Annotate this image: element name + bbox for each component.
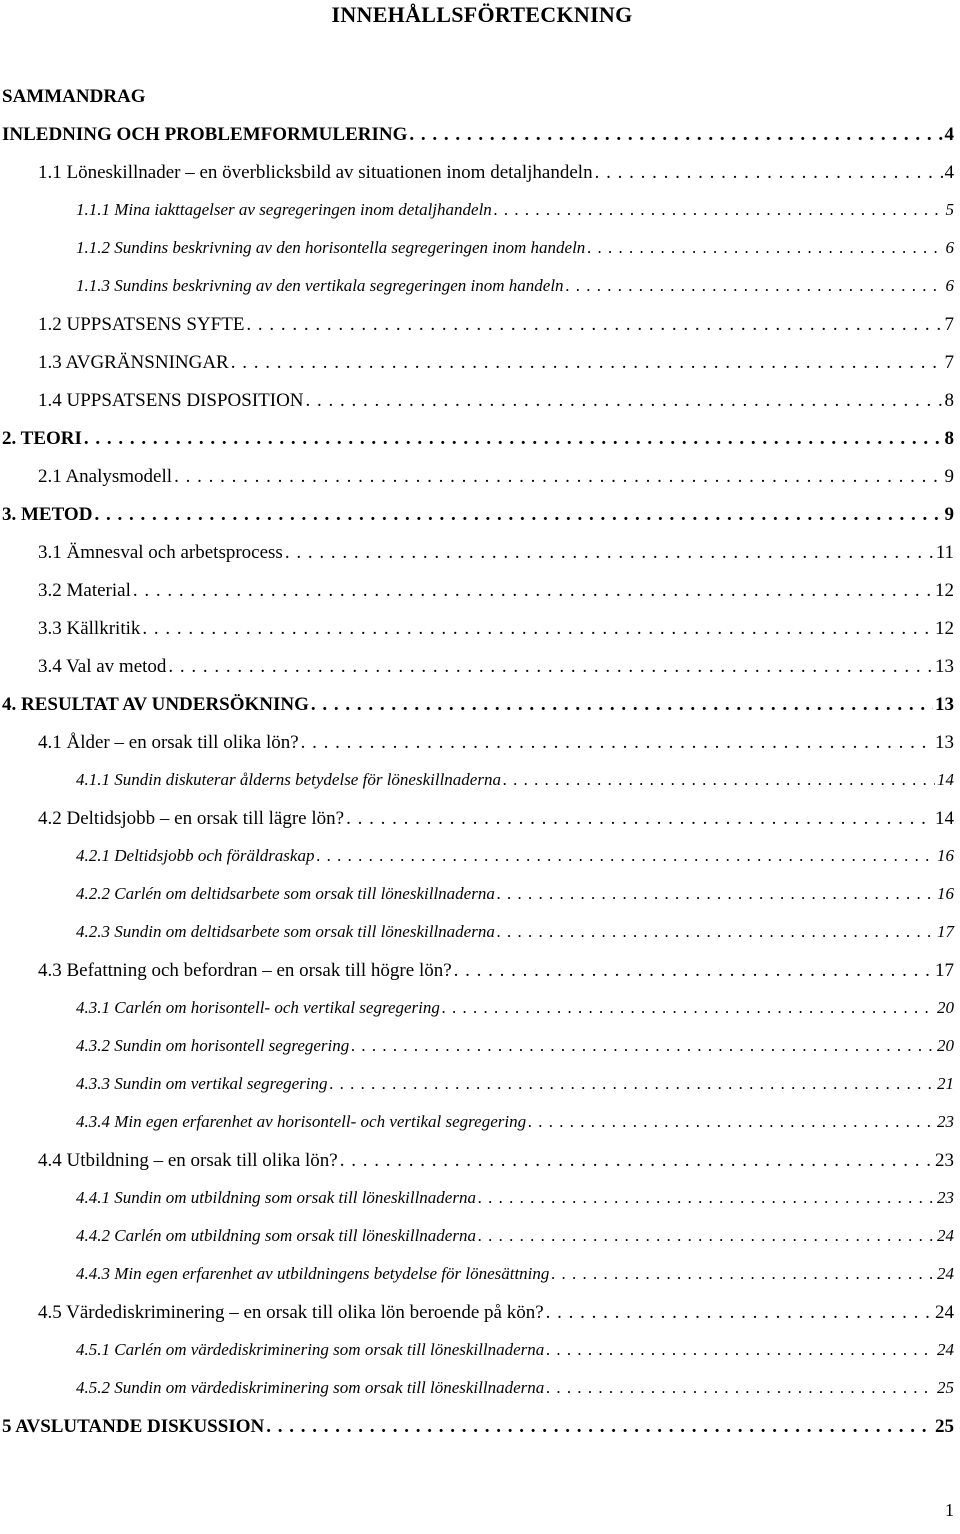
- toc-entry-page: 24: [937, 1264, 954, 1283]
- toc-entry-page: 17: [937, 922, 954, 941]
- toc-entry-page: 23: [937, 1188, 954, 1207]
- toc-entry-label: 4.4.2 Carlén om utbildning som orsak till löneskillnaderna: [76, 1226, 476, 1245]
- dot-leader: [494, 200, 944, 220]
- toc-entry-page: 21: [937, 1074, 954, 1093]
- toc-entry-label: 1.1.3 Sundins beskrivning av den vertikala segregeringen inom handeln: [76, 276, 564, 295]
- toc-entry[interactable]: [38, 618, 954, 640]
- toc-entry-page: 25: [937, 1378, 954, 1397]
- dot-leader: [351, 1036, 935, 1056]
- toc-title: INNEHÅLLSFÖRTECKNING: [331, 2, 633, 27]
- toc-entry[interactable]: [38, 1302, 954, 1324]
- toc-entry-label: 4.4 Utbildning – en orsak till olika lön?: [38, 1150, 338, 1171]
- toc-entry-label: 4. RESULTAT AV UNDERSÖKNING: [2, 694, 309, 715]
- dot-leader: [442, 998, 935, 1018]
- toc-entry-page: 7: [944, 314, 954, 335]
- dot-leader: [497, 922, 935, 942]
- toc-entry[interactable]: [2, 428, 954, 450]
- dot-leader: [285, 542, 934, 564]
- dot-leader: [546, 1378, 935, 1398]
- dot-leader: [340, 1150, 933, 1172]
- dot-leader: [311, 694, 933, 716]
- toc-entry-page: 6: [945, 276, 954, 295]
- toc-entry[interactable]: [2, 124, 954, 146]
- toc-entry-label: SAMMANDRAG: [2, 86, 146, 107]
- toc-entry[interactable]: [76, 1112, 954, 1132]
- dot-leader: [454, 960, 933, 982]
- toc-entry-label: 1.1.2 Sundins beskrivning av den horisontella segregeringen inom handeln: [76, 238, 586, 257]
- dot-leader: [595, 162, 943, 184]
- toc-entry-page: 6: [945, 238, 954, 257]
- toc-entry-label: 3.2 Material: [38, 580, 131, 601]
- toc-entry-label: 5 AVSLUTANDE DISKUSSION: [2, 1416, 265, 1437]
- toc-entry[interactable]: [38, 466, 954, 488]
- toc-entry-label: 4.4.1 Sundin om utbildning som orsak till löneskillnaderna: [76, 1188, 476, 1207]
- toc-entry[interactable]: [38, 732, 954, 754]
- toc-entry[interactable]: [38, 162, 954, 184]
- dot-leader: [478, 1226, 935, 1246]
- toc-entry-label: 3.1 Ämnesval och arbetsprocess: [38, 542, 283, 563]
- toc-entry[interactable]: [76, 200, 954, 220]
- toc-entry[interactable]: [76, 1036, 954, 1056]
- dot-leader: [551, 1264, 935, 1284]
- toc-entry-page: 17: [935, 960, 954, 981]
- toc-entry-label: 4.2.2 Carlén om deltidsarbete som orsak till löneskillnaderna: [76, 884, 495, 903]
- dot-leader: [330, 1074, 936, 1094]
- toc-entry-page: 13: [935, 732, 954, 753]
- toc-entry[interactable]: [76, 884, 954, 904]
- toc-entry[interactable]: [38, 314, 954, 336]
- dot-leader: [409, 124, 942, 146]
- toc-entry-label: 4.2 Deltidsjobb – en orsak till lägre lön?: [38, 808, 345, 829]
- toc-entry-label: 1.4 UPPSATSENS DISPOSITION: [38, 390, 304, 411]
- toc-entry-label: 4.3 Befattning och befordran – en orsak till högre lön?: [38, 960, 452, 981]
- toc-entry-label: 4.2.3 Sundin om deltidsarbete som orsak till löneskillnaderna: [76, 922, 495, 941]
- toc-entry-label: 4.5 Värdediskriminering – en orsak till olika lön beroende på kön?: [38, 1302, 544, 1323]
- toc-entry-page: 23: [935, 1150, 954, 1171]
- toc-entry-label: 1.1 Löneskillnader – en överblicksbild av situationen inom detaljhandeln: [38, 162, 593, 183]
- dot-leader: [566, 276, 944, 296]
- toc-entry-page: 9: [944, 504, 954, 525]
- dot-leader: [246, 314, 942, 336]
- toc-entry[interactable]: [76, 1378, 954, 1398]
- toc-entry-page: 24: [937, 1340, 954, 1359]
- dot-leader: [306, 390, 943, 412]
- toc-entry-page: 5: [945, 200, 954, 219]
- toc-entry[interactable]: [2, 86, 954, 108]
- toc-entry[interactable]: [76, 1264, 954, 1284]
- toc-entry-label: 1.3 AVGRÄNSNINGAR: [38, 352, 229, 373]
- toc-entry[interactable]: [38, 656, 954, 678]
- toc-entry-label: INLEDNING OCH PROBLEMFORMULERING: [2, 124, 408, 145]
- dot-leader: [587, 238, 943, 258]
- toc-entry[interactable]: [2, 694, 954, 716]
- dot-leader: [133, 580, 933, 602]
- toc-entry[interactable]: [2, 1416, 954, 1438]
- toc-entry-page: 16: [937, 884, 954, 903]
- toc-entry-page: 24: [937, 1226, 954, 1245]
- toc-entry-page: 16: [937, 846, 954, 865]
- toc-entry[interactable]: [76, 276, 954, 296]
- toc-entry-label: 1.2 UPPSATSENS SYFTE: [38, 314, 245, 335]
- toc-entry-page: 13: [935, 656, 954, 677]
- toc-entry-page: 8: [944, 428, 954, 449]
- dot-leader: [142, 618, 933, 640]
- toc-entry-label: 4.5.2 Sundin om värdediskriminering som orsak till löneskillnaderna: [76, 1378, 545, 1397]
- toc-entry[interactable]: [2, 504, 954, 526]
- toc-entry-label: 4.3.1 Carlén om horisontell- och vertikal segregering: [76, 998, 440, 1017]
- toc-entry[interactable]: [76, 1226, 954, 1246]
- toc-entry-label: 4.5.1 Carlén om värdediskriminering som orsak till löneskillnaderna: [76, 1340, 545, 1359]
- toc-entry-label: 3. METOD: [2, 504, 93, 525]
- toc-entry-page: 14: [935, 808, 954, 829]
- toc-entry-page: 25: [935, 1416, 954, 1437]
- toc-entry[interactable]: [38, 808, 954, 830]
- toc-entry-label: 1.1.1 Mina iakttagelser av segregeringen inom detaljhandeln: [76, 200, 492, 219]
- toc-entry-page: 11: [935, 542, 954, 563]
- toc-entry-label: 4.3.2 Sundin om horisontell segregering: [76, 1036, 350, 1055]
- toc-entry[interactable]: [76, 770, 954, 790]
- toc-entry-label: 4.4.3 Min egen erfarenhet av utbildningens betydelse för lönesättning: [76, 1264, 550, 1283]
- toc-entry-label: 4.3.4 Min egen erfarenhet av horisontell- och vertikal segregering: [76, 1112, 527, 1131]
- page-number: 1: [945, 1500, 954, 1520]
- dot-leader: [266, 1416, 933, 1438]
- toc-entry[interactable]: [38, 352, 954, 374]
- dot-leader: [546, 1302, 933, 1324]
- dot-leader: [316, 846, 935, 866]
- toc-entry-label: 3.3 Källkritik: [38, 618, 141, 639]
- dot-leader: [301, 732, 933, 754]
- toc-entry-page: 7: [944, 352, 954, 373]
- toc-entry[interactable]: [38, 542, 954, 564]
- toc-entry-label: 4.2.1 Deltidsjobb och föräldraskap: [76, 846, 315, 865]
- toc-entry-page: 12: [935, 580, 954, 601]
- toc-entry-page: 4: [944, 124, 954, 145]
- dot-leader: [346, 808, 933, 830]
- toc-entry[interactable]: [76, 846, 954, 866]
- toc-entry[interactable]: [38, 1150, 954, 1172]
- dot-leader: [528, 1112, 935, 1132]
- toc-entry[interactable]: [38, 390, 954, 412]
- toc-entry-label: 3.4 Val av metod: [38, 656, 167, 677]
- toc-entry[interactable]: [76, 238, 954, 258]
- toc-entry-label: 4.3.3 Sundin om vertikal segregering: [76, 1074, 328, 1093]
- dot-leader: [231, 352, 943, 374]
- toc-entry-label: 2. TEORI: [2, 428, 82, 449]
- dot-leader: [546, 1340, 935, 1360]
- toc-entry-page: 14: [937, 770, 954, 789]
- toc-entry-page: 20: [937, 998, 954, 1017]
- toc-entry[interactable]: [76, 922, 954, 942]
- toc-entry-page: 24: [935, 1302, 954, 1323]
- dot-leader: [174, 466, 942, 488]
- toc-entry-page: 20: [937, 1036, 954, 1055]
- toc-entry-label: 4.1 Ålder – en orsak till olika lön?: [38, 732, 299, 753]
- toc-entry-page: 8: [944, 390, 954, 411]
- toc-entry-label: 2.1 Analysmodell: [38, 466, 173, 487]
- toc-entry[interactable]: [38, 960, 954, 982]
- dot-leader: [168, 656, 933, 678]
- dot-leader: [503, 770, 935, 790]
- toc-entry-page: 12: [935, 618, 954, 639]
- toc-entry-page: 4: [944, 162, 954, 183]
- toc-entry-page: 23: [937, 1112, 954, 1131]
- dot-leader: [497, 884, 935, 904]
- toc-entry-label: 4.1.1 Sundin diskuterar ålderns betydelse för löneskillnaderna: [76, 770, 501, 789]
- toc-entry[interactable]: [76, 998, 954, 1018]
- toc-entry[interactable]: [38, 580, 954, 602]
- toc-entry-page: 13: [935, 694, 954, 715]
- dot-leader: [478, 1188, 935, 1208]
- toc-entry[interactable]: [76, 1188, 954, 1208]
- dot-leader: [94, 504, 942, 526]
- dot-leader: [84, 428, 943, 450]
- toc-entry-page: 9: [944, 466, 954, 487]
- toc-entry[interactable]: [76, 1074, 954, 1094]
- toc-entry[interactable]: [76, 1340, 954, 1360]
